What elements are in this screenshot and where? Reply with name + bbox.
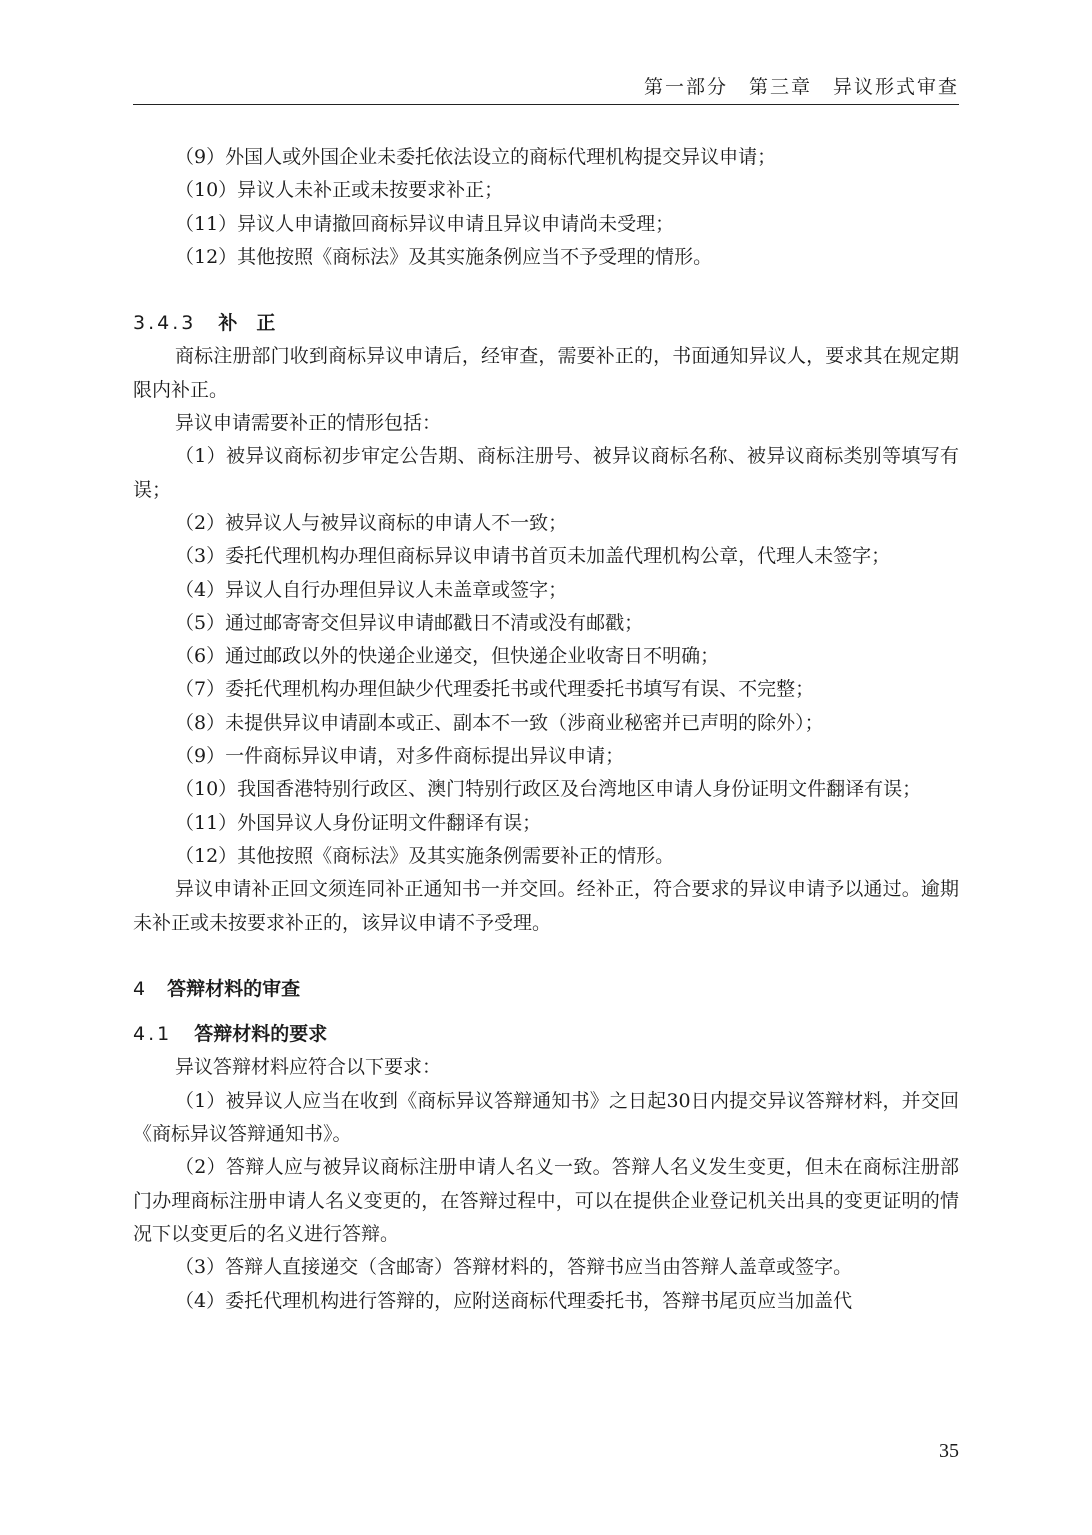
page-number: 35 bbox=[939, 1440, 959, 1462]
running-header bbox=[133, 72, 959, 105]
list-item: （2）答辩人应与被异议商标注册申请人名义一致。答辩人名义发生变更，但未在商标注册部门办理商标注册申请人名义变更的，在答辩过程中，可以在提供企业登记机关出具的变更证明的情况下以变更后的名义进行答辩。 bbox=[133, 1156, 959, 1245]
list-item: （8）未提供异议申请副本或正、副本不一致（涉商业秘密并已声明的除外）； bbox=[175, 711, 824, 734]
section-title: 答辩材料的审查 bbox=[167, 977, 301, 1000]
list-item: （5）通过邮寄寄交但异议申请邮戳日不清或没有邮戳； bbox=[175, 611, 644, 634]
list-item: （11）外国异议人身份证明文件翻译有误； bbox=[175, 811, 542, 834]
section-number: 3.4.3 bbox=[133, 312, 197, 335]
list-item: （10）我国香港特别行政区、澳门特别行政区及台湾地区申请人身份证明文件翻译有误； bbox=[175, 778, 922, 801]
paragraph: 异议答辩材料应符合以下要求： bbox=[175, 1056, 442, 1079]
paragraph: 异议申请需要补正的情形包括： bbox=[175, 412, 442, 435]
list-item: （9）一件商标异议申请，对多件商标提出异议申请； bbox=[175, 745, 625, 768]
section-heading-4-1 bbox=[133, 1018, 959, 1051]
list-item: （3）委托代理机构办理但商标异议申请书首页未加盖代理机构公章，代理人未签字； bbox=[175, 545, 891, 568]
list-item: （4）异议人自行办理但异议人未盖章或签字； bbox=[175, 578, 568, 601]
list-item: （7）委托代理机构办理但缺少代理委托书或代理委托书填写有误、不完整； bbox=[175, 678, 815, 701]
list-item: （10）异议人未补正或未按要求补正； bbox=[175, 179, 504, 202]
list-item: （12）其他按照《商标法》及其实施条例需要补正的情形。 bbox=[175, 844, 675, 867]
section-heading-3-4-3 bbox=[133, 307, 959, 340]
list-item: （12）其他按照《商标法》及其实施条例应当不予受理的情形。 bbox=[175, 245, 713, 268]
section-title: 答辩材料的要求 bbox=[194, 1023, 328, 1046]
list-item: （11）异议人申请撤回商标异议申请且异议申请尚未受理； bbox=[175, 212, 675, 235]
list-item: （1）被异议商标初步审定公告期、商标注册号、被异议商标名称、被异议商标类别等填写有误； bbox=[133, 445, 959, 501]
paragraph: 商标注册部门收到商标异议申请后，经审查，需要补正的，书面通知异议人，要求其在规定期限内补正。 bbox=[133, 345, 959, 401]
section-number: 4 bbox=[133, 977, 146, 1000]
list-item: （6）通过邮政以外的快递企业递交，但快递企业收寄日不明确； bbox=[175, 645, 720, 668]
header-title: 第一部分 第三章 异议形式审查 bbox=[643, 76, 959, 98]
paragraph: 异议申请补正回文须连同补正通知书一并交回。经补正，符合要求的异议申请予以通过。逾期未补正或未按要求补正的，该异议申请不予受理。 bbox=[133, 878, 959, 934]
list-item: （3）答辩人直接递交（含邮寄）答辩材料的，答辩书应当由答辩人盖章或签字。 bbox=[175, 1256, 853, 1279]
list-item: （1）被异议人应当在收到《商标异议答辩通知书》之日起30日内提交异议答辩材料，并交回《商标异议答辩通知书》。 bbox=[133, 1089, 959, 1146]
section-title: 补 正 bbox=[218, 312, 276, 335]
list-item: （2）被异议人与被异议商标的申请人不一致； bbox=[175, 511, 568, 534]
list-item: （4）委托代理机构进行答辩的，应附送商标代理委托书，答辩书尾页应当加盖代 bbox=[175, 1289, 853, 1312]
body-text bbox=[133, 141, 959, 1318]
section-number: 4.1 bbox=[133, 1023, 173, 1046]
section-heading-4 bbox=[133, 973, 959, 1006]
list-item: （9）外国人或外国企业未委托依法设立的商标代理机构提交异议申请； bbox=[175, 146, 777, 168]
